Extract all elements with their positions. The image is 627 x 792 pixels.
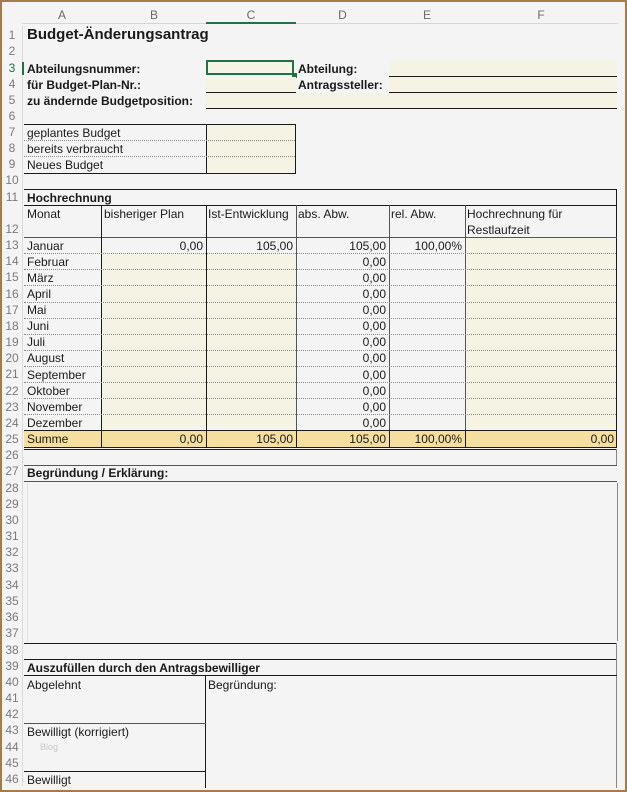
row-number[interactable]: 31 [5,529,19,543]
row-number[interactable]: 28 [5,481,19,495]
row-number[interactable]: 34 [5,578,19,592]
label-abteilung: Abteilung: [298,62,358,76]
begruendung-textarea[interactable] [27,483,618,641]
label-antragssteller: Antragssteller: [298,78,383,92]
row-number[interactable]: 6 [8,109,16,123]
row-number[interactable]: 8 [8,141,16,155]
row-number[interactable]: 4 [8,77,16,91]
label-abteilungsnummer: Abteilungsnummer: [27,62,141,76]
label-geplantes-budget: geplantes Budget [27,126,121,140]
row-number[interactable]: 14 [5,254,19,268]
column-header-d[interactable]: D [338,8,347,22]
column-header-f[interactable]: F [537,8,545,22]
row-number[interactable]: 10 [5,173,19,187]
row-number[interactable]: 40 [5,675,19,689]
label-approver-begruendung: Begründung: [208,678,277,692]
row-number[interactable]: 20 [5,351,19,365]
column-header-c[interactable]: C [246,8,256,22]
row-number[interactable]: 29 [5,497,19,511]
sum-bottom-border [24,447,617,448]
row-number[interactable]: 32 [5,545,19,559]
header-abs-abw: abs. Abw. [298,207,350,221]
option-bewilligt[interactable]: Bewilligt [27,773,72,787]
row-number[interactable]: 36 [5,610,19,624]
sum-abs[interactable]: 105,00 [349,432,386,446]
table-right-border [616,189,617,447]
row-number[interactable]: 11 [5,190,19,204]
row-number[interactable]: 33 [5,561,19,575]
column-header-divider [22,23,618,24]
column-header-e[interactable]: E [422,8,431,22]
ist-input-area[interactable] [207,254,296,430]
sum-ist[interactable]: 105,00 [256,432,293,446]
row-number[interactable]: 27 [5,464,19,478]
sum-plan[interactable]: 0,00 [179,432,203,446]
label-bereits-verbraucht: bereits verbraucht [27,142,124,156]
row-number[interactable]: 44 [5,740,19,754]
cell-abs[interactable]: 0,00 [362,255,386,269]
cell-month[interactable]: August [27,351,65,365]
cell-abs[interactable]: 0,00 [362,303,386,317]
cell-abs[interactable]: 0,00 [362,271,386,285]
input-budget-plan-nr[interactable] [206,77,296,92]
cell-month[interactable]: Juni [27,319,50,333]
row-number[interactable]: 24 [5,416,19,430]
row-number[interactable]: 42 [5,707,19,721]
row-number[interactable]: 5 [8,93,16,107]
cell-month[interactable]: Februar [27,255,70,269]
row-number[interactable]: 37 [5,626,19,640]
selected-row-indicator [22,62,24,75]
cell-month[interactable]: April [27,287,52,301]
row-number[interactable]: 22 [5,384,19,398]
right-border [616,643,617,788]
section-title-hochrechnung: Hochrechnung [27,191,112,205]
row-number[interactable]: 9 [8,157,16,171]
row-number[interactable]: 39 [5,659,19,673]
row-number[interactable]: 41 [5,691,19,705]
sum-hochrechnung[interactable]: 0,00 [590,432,614,446]
sum-rel[interactable]: 100,00% [414,432,462,446]
header-hochrechnung-restlaufzeit: Hochrechnung für Restlaufzeit [467,207,563,237]
watermark-text: Blog [40,742,59,752]
row-number[interactable]: 26 [5,448,19,462]
section-title-approver: Auszufüllen durch den Antragsbewilliger [27,661,260,675]
cell-month[interactable]: September [27,368,86,382]
cell-abs[interactable]: 0,00 [362,368,386,382]
row-number[interactable]: 30 [5,513,19,527]
label-budgetposition: zu ändernde Budgetposition: [27,94,193,108]
cell-abs[interactable]: 0,00 [362,416,386,430]
row-number[interactable]: 13 [5,238,19,252]
cell-abs[interactable]: 0,00 [362,384,386,398]
row-number[interactable]: 46 [5,772,19,786]
row-number[interactable]: 16 [5,287,19,301]
row-number[interactable]: 23 [5,400,19,414]
input-budgetposition[interactable] [206,93,617,108]
cell-month[interactable]: Oktober [27,384,70,398]
cell-abs[interactable]: 105,00 [349,239,386,253]
table-top-border [24,189,617,190]
label-budget-plan-nr: für Budget-Plan-Nr.: [27,78,141,92]
begruendung-bottom-border [24,643,617,644]
option-abgelehnt[interactable]: Abgelehnt [27,678,82,692]
header-bisheriger-plan: bisheriger Plan [104,207,185,221]
budget-box-input-area[interactable] [207,125,295,173]
row-number[interactable]: 21 [5,367,19,381]
cell-month[interactable]: März [27,271,54,285]
begruendung-header-border [24,481,617,482]
option-bewilligt-korrigiert[interactable]: Bewilligt (korrigiert) [27,725,130,739]
row-number[interactable]: 43 [5,723,19,737]
label-neues-budget: Neues Budget [27,158,104,172]
cell-rel[interactable]: 100,00% [414,239,462,253]
cell-month[interactable]: Mai [27,303,47,317]
row-number[interactable]: 17 [5,303,19,317]
page-title: Budget-Änderungsantrag [27,26,209,43]
cell-abs[interactable]: 0,00 [362,335,386,349]
cell-abs[interactable]: 0,00 [362,351,386,365]
row-number[interactable]: 18 [5,319,19,333]
row-number[interactable]: 38 [5,643,19,657]
cell-abs[interactable]: 0,00 [362,400,386,414]
cell-month[interactable]: Januar [27,239,64,253]
row-number-selected[interactable]: 3 [8,61,16,75]
row-number[interactable]: 25 [5,432,19,446]
cell-month[interactable]: Dezember [27,416,83,430]
sum-label: Summe [27,432,69,446]
cell-plan[interactable]: 0,00 [179,239,203,253]
approver-header-border [24,675,617,676]
row-number[interactable]: 7 [8,125,16,139]
budget-box-right-border [295,124,296,174]
row-number[interactable]: 35 [5,594,19,608]
cell-abs[interactable]: 0,00 [362,319,386,333]
budget-box-bottom-border [24,173,296,174]
row-number[interactable]: 1 [8,28,16,42]
column-header-b[interactable]: B [149,8,158,22]
header-ist-entwicklung: Ist-Entwicklung [208,207,289,221]
selected-column-indicator [206,22,296,24]
row-number[interactable]: 15 [5,270,19,284]
header-monat: Monat [27,207,61,221]
row-number[interactable]: 45 [5,756,19,770]
spacer-row [24,449,617,465]
gutter-divider [22,26,23,786]
underline-budgetposition [206,108,617,109]
input-abteilung[interactable] [389,60,617,76]
input-antragssteller[interactable] [389,77,617,92]
row-number[interactable]: 12 [5,222,19,236]
section-title-begruendung: Begründung / Erklärung: [27,466,169,480]
row-number[interactable]: 2 [8,44,16,58]
cell-month[interactable]: November [27,400,83,414]
row-number[interactable]: 19 [5,335,19,349]
cell-month[interactable]: Juli [27,335,46,349]
header-rel-abw: rel. Abw. [391,207,437,221]
column-header-a[interactable]: A [57,8,66,22]
cell-ist[interactable]: 105,00 [256,239,293,253]
plan-input-area[interactable] [102,254,206,430]
input-abteilungsnummer[interactable] [206,60,294,75]
cell-abs[interactable]: 0,00 [362,287,386,301]
